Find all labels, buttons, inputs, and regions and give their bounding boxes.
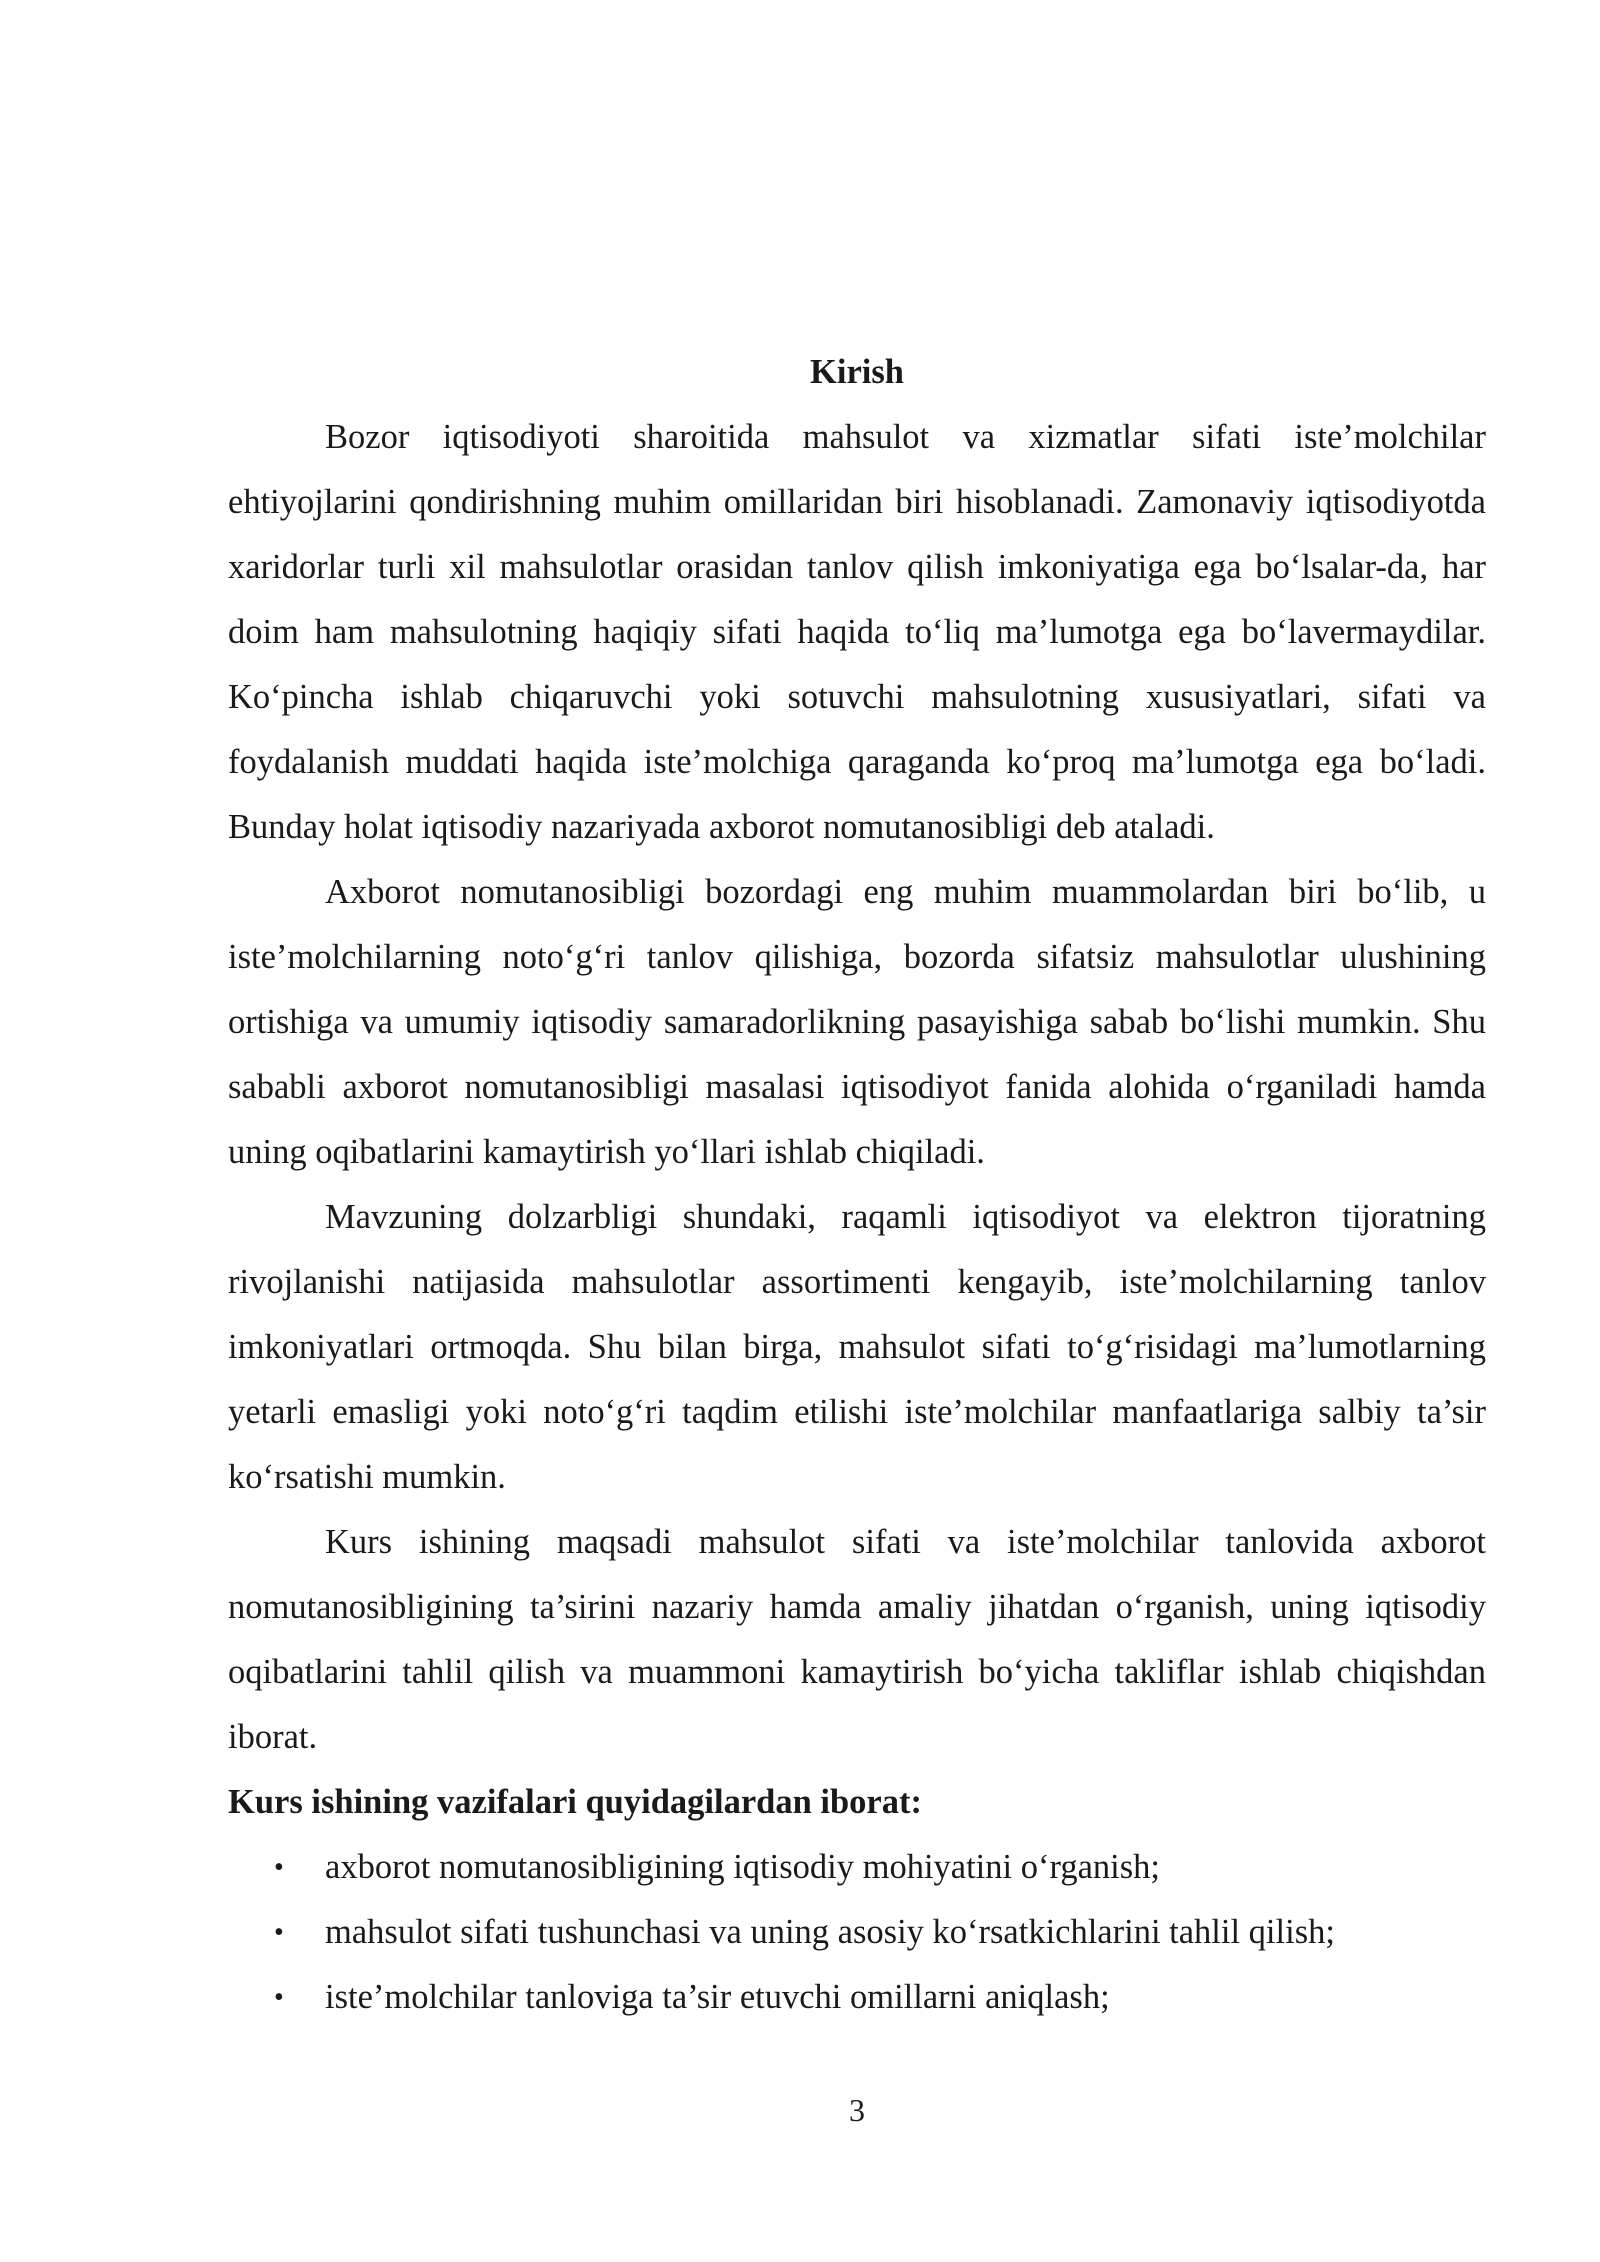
tasks-list [228,1835,1486,2030]
list-item-text: axborot nomutanosibligining iqtisodiy mohiyatini o‘rganish; [325,1848,1160,1886]
list-item [228,1835,1486,1900]
section-heading: Kirish [810,353,904,391]
list-item-text: mahsulot sifati tushunchasi va uning asosiy ko‘rsatkichlarini tahlil qilish; [325,1913,1335,1951]
list-item [228,1900,1486,1965]
page-number: 3 [849,2092,865,2128]
paragraph-introduction: Bozor iqtisodiyoti sharoitida mahsulot va xizmatlar sifati iste’molchilar ehtiyojlarini qondirishning muhim omillaridan biri hisoblanadi. Zamonaviy iqtisodiyotda xaridorlar turli xil mahsulotlar orasidan tanlov qilish imkoniyatiga ega bo‘lsalar-da, har doim ham mahsulotning haqiqiy sifati haqida to‘liq ma’lumotga ega bo‘lavermaydilar. Ko‘pincha ishlab chiqaruvchi yoki sotuvchi mahsulotning xususiyatlari, sifati va foydalanish muddati haqida iste’molchiga qaraganda ko‘proq ma’lumotga ega bo‘ladi. Bunday holat iqtisodiy nazariyada axborot nomutanosibligi deb ataladi. [228,418,1486,846]
list-item [228,1965,1486,2030]
bullet-icon: • [274,1917,284,1948]
paragraph-goal: Kurs ishining maqsadi mahsulot sifati va iste’molchilar tanlovida axborot nomutanosibligining ta’sirini nazariy hamda amaliy jihatdan o‘rganish, uning iqtisodiy oqibatlarini tahlil qilish va muammoni kamaytirish bo‘yicha takliflar ishlab chiqishdan iborat. [228,1523,1486,1756]
document-page [228,340,1486,2030]
paragraph-problem: Axborot nomutanosibligi bozordagi eng muhim muammolardan biri bo‘lib, u iste’molchilarning noto‘g‘ri tanlov qilishiga, bozorda sifatsiz mahsulotlar ulushining ortishiga va umumiy iqtisodiy samaradorlikning pasayishiga sabab bo‘lishi mumkin. Shu sababli axborot nomutanosibligi masalasi iqtisodiyot fanida alohida o‘rganiladi hamda uning oqibatlarini kamaytirish yo‘llari ishlab chiqiladi. [228,873,1486,1171]
paragraph-relevance: Mavzuning dolzarbligi shundaki, raqamli iqtisodiyot va elektron tijoratning rivojlanishi natijasida mahsulotlar assortimenti kengayib, iste’molchilarning tanlov imkoniyatlari ortmoqda. Shu bilan birga, mahsulot sifati to‘g‘risidagi ma’lumotlarning yetarli emasligi yoki noto‘g‘ri taqdim etilishi iste’molchilar manfaatlariga salbiy ta’sir ko‘rsatishi mumkin. [228,1198,1486,1496]
list-item-text: iste’molchilar tanloviga ta’sir etuvchi omillarni aniqlash; [325,1978,1110,2016]
tasks-heading: Kurs ishining vazifalari quyidagilardan iborat: [228,1783,922,1821]
bullet-icon: • [274,1982,284,2013]
bullet-icon: • [274,1852,284,1883]
